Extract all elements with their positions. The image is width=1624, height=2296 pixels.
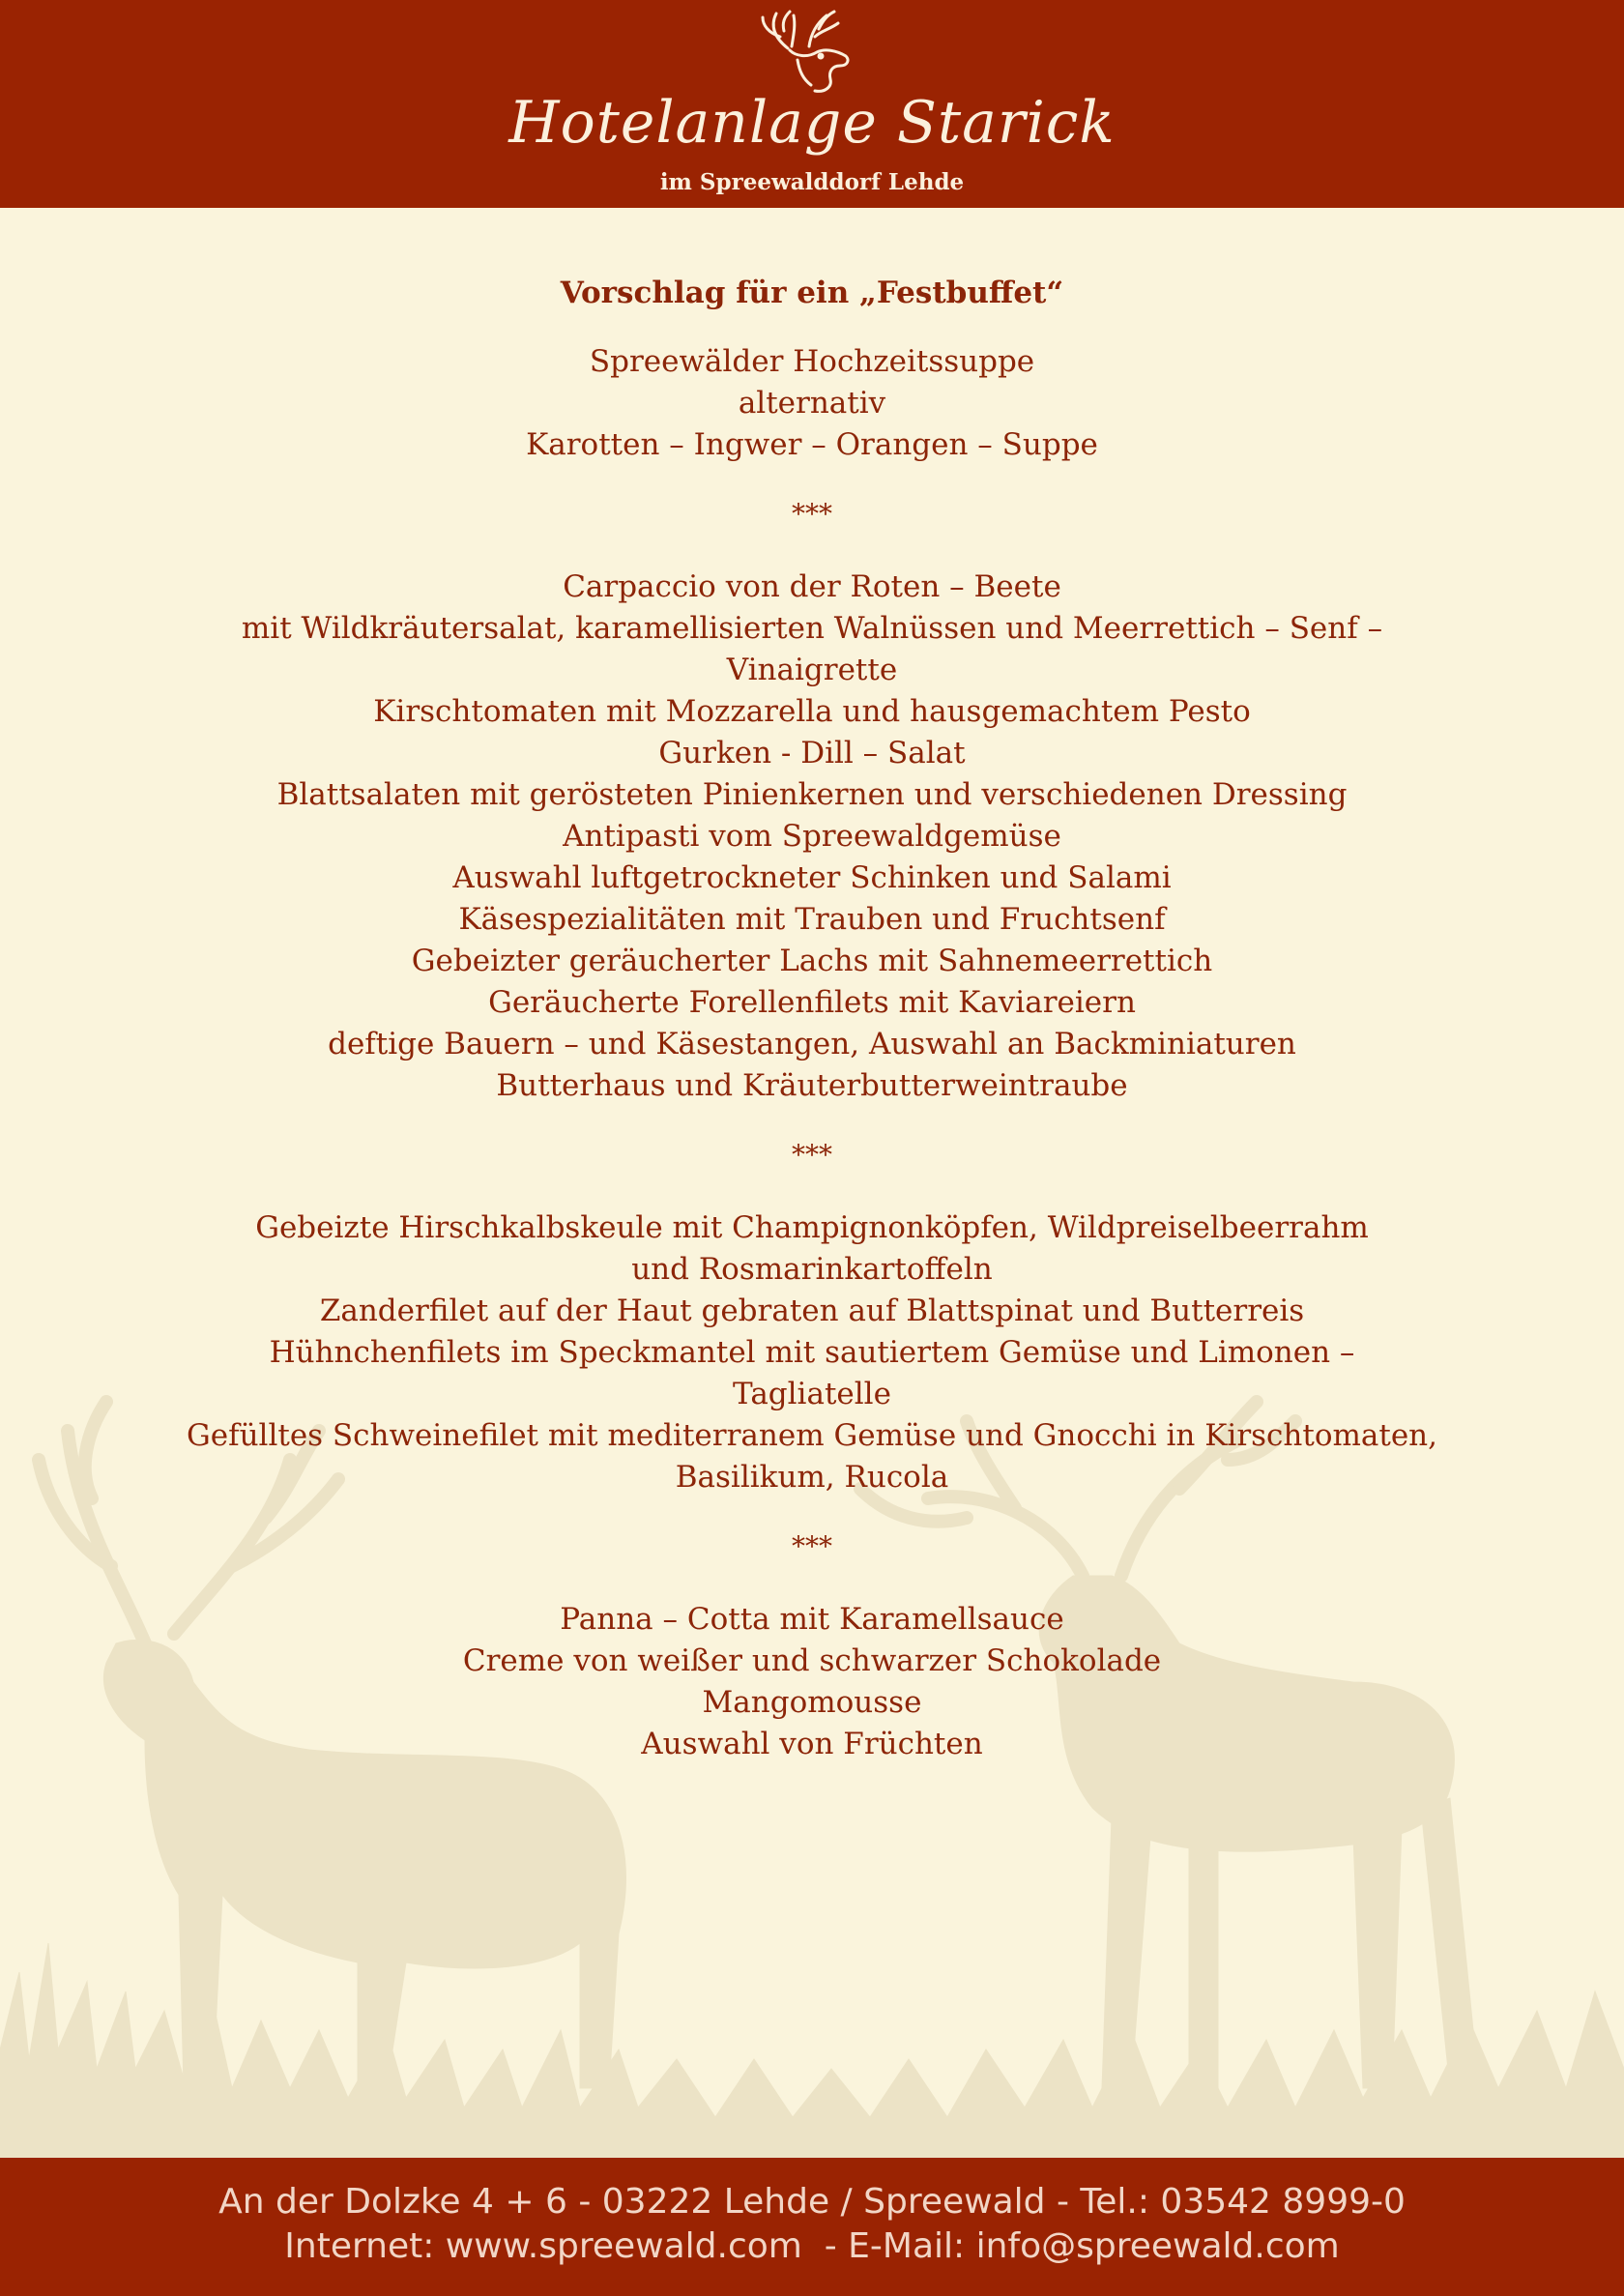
menu-item: deftige Bauern – und Käsestangen, Auswahl an Backminiaturen bbox=[328, 1027, 1296, 1061]
menu-item: Antipasti vom Spreewaldgemüse bbox=[563, 819, 1061, 854]
menu-item: Butterhaus und Kräuterbutterweintraube bbox=[496, 1068, 1128, 1103]
menu-item: Panna – Cotta mit Karamellsauce bbox=[560, 1602, 1064, 1637]
menu-item: mit Wildkräutersalat, karamellisierten Walnüssen und Meerrettich – Senf – bbox=[241, 611, 1383, 646]
hotel-name-logo: Hotelanlage Starick bbox=[508, 89, 1116, 157]
menu-section-mains bbox=[0, 1207, 1624, 1498]
menu-item: und Rosmarinkartoffeln bbox=[631, 1252, 993, 1287]
course-separator: *** bbox=[792, 498, 832, 530]
menu-section-starters bbox=[0, 567, 1624, 1107]
menu-item: Gurken - Dill – Salat bbox=[658, 736, 966, 770]
footer-address: An der Dolzke 4 + 6 - 03222 Lehde / Spreewald - Tel.: 03542 8999-0 bbox=[218, 2182, 1406, 2222]
menu-title: Vorschlag für ein „Festbuffet“ bbox=[560, 276, 1064, 310]
menu-item: Creme von weißer und schwarzer Schokolade bbox=[462, 1643, 1162, 1678]
menu-item: Geräucherte Forellenfilets mit Kaviareiern bbox=[488, 985, 1136, 1020]
menu-item: Zanderfilet auf der Haut gebraten auf Blattspinat und Butterreis bbox=[319, 1293, 1305, 1328]
footer-banner bbox=[0, 2158, 1624, 2296]
course-separator: *** bbox=[792, 1530, 832, 1562]
menu-item: Tagliatelle bbox=[733, 1377, 891, 1411]
menu-item: Vinaigrette bbox=[726, 653, 898, 687]
course-separator: *** bbox=[792, 1139, 832, 1171]
festbuffet-menu bbox=[0, 256, 1624, 1765]
menu-item: Basilikum, Rucola bbox=[675, 1460, 949, 1495]
menu-item: Mangomousse bbox=[702, 1685, 922, 1720]
header-banner bbox=[0, 0, 1624, 208]
stag-head-icon bbox=[749, 8, 875, 97]
menu-item: Karotten – Ingwer – Orangen – Suppe bbox=[526, 427, 1098, 462]
menu-item: Auswahl von Früchten bbox=[641, 1727, 983, 1761]
hotel-location-subtitle: im Spreewalddorf Lehde bbox=[659, 169, 965, 195]
menu-item: Gebeizter geräucherter Lachs mit Sahnemeerrettich bbox=[411, 944, 1213, 978]
menu-item: Gebeizte Hirschkalbskeule mit Champignonköpfen, Wildpreiselbeerrahm bbox=[255, 1210, 1369, 1245]
menu-item: Gefülltes Schweinefilet mit mediterranem Gemüse und Gnocchi in Kirschtomaten, bbox=[186, 1418, 1437, 1453]
menu-item: Hühnchenfilets im Speckmantel mit sautiertem Gemüse und Limonen – bbox=[269, 1335, 1355, 1370]
menu-section-desserts bbox=[0, 1599, 1624, 1765]
menu-item: Käsespezialitäten mit Trauben und Fruchtsenf bbox=[458, 902, 1166, 937]
menu-item: Blattsalaten mit gerösteten Pinienkernen und verschiedenen Dressing bbox=[276, 777, 1348, 812]
menu-item: Spreewälder Hochzeitssuppe bbox=[589, 344, 1035, 379]
menu-item: Auswahl luftgetrockneter Schinken und Salami bbox=[452, 860, 1172, 895]
menu-item: alternativ bbox=[738, 386, 886, 421]
menu-item: Carpaccio von der Roten – Beete bbox=[563, 569, 1061, 604]
menu-item: Kirschtomaten mit Mozzarella und hausgemachtem Pesto bbox=[373, 694, 1251, 729]
menu-section-soups bbox=[0, 341, 1624, 466]
footer-contact: Internet: www.spreewald.com - E-Mail: info@spreewald.com bbox=[284, 2226, 1340, 2266]
